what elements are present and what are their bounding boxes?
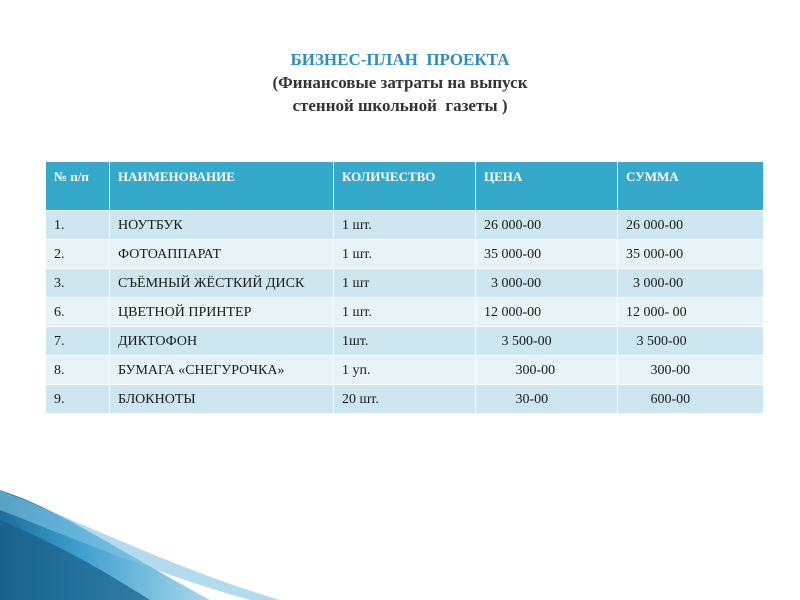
cell-name: ЦВЕТНОЙ ПРИНТЕР bbox=[110, 298, 334, 327]
cell-quantity: 1 шт. bbox=[334, 211, 476, 240]
cell-name: НОУТБУК bbox=[110, 211, 334, 240]
cell-sum: 3 500-00 bbox=[618, 327, 764, 356]
cell-number: 2. bbox=[46, 240, 110, 269]
cell-sum: 300-00 bbox=[618, 356, 764, 385]
cell-sum: 600-00 bbox=[618, 385, 764, 414]
table-row bbox=[46, 356, 764, 385]
cell-quantity: 20 шт. bbox=[334, 385, 476, 414]
cell-price: 3 500-00 bbox=[476, 327, 618, 356]
cell-name: БУМАГА «СНЕГУРОЧКА» bbox=[110, 356, 334, 385]
budget-table bbox=[45, 161, 764, 414]
cell-name: ФОТОАППАРАТ bbox=[110, 240, 334, 269]
cell-price: 12 000-00 bbox=[476, 298, 618, 327]
cell-sum: 35 000-00 bbox=[618, 240, 764, 269]
cell-price: 300-00 bbox=[476, 356, 618, 385]
cell-quantity: 1 шт. bbox=[334, 240, 476, 269]
cell-sum: 3 000-00 bbox=[618, 269, 764, 298]
cell-quantity: 1шт. bbox=[334, 327, 476, 356]
cell-sum: 26 000-00 bbox=[618, 211, 764, 240]
header-price: ЦЕНА bbox=[476, 162, 618, 211]
title-subtitle-line1: (Финансовые затраты на выпуск bbox=[272, 73, 528, 92]
cell-number: 7. bbox=[46, 327, 110, 356]
cell-number: 3. bbox=[46, 269, 110, 298]
cell-name: ДИКТОФОН bbox=[110, 327, 334, 356]
cell-name: БЛОКНОТЫ bbox=[110, 385, 334, 414]
table-row bbox=[46, 211, 764, 240]
title-subtitle-line2: стенной школьной газеты ) bbox=[292, 96, 508, 115]
cell-quantity: 1 уп. bbox=[334, 356, 476, 385]
table-header-row bbox=[46, 162, 764, 211]
cell-name: СЪЁМНЫЙ ЖЁСТКИЙ ДИСК bbox=[110, 269, 334, 298]
cell-number: 1. bbox=[46, 211, 110, 240]
cell-sum: 12 000- 00 bbox=[618, 298, 764, 327]
cell-number: 6. bbox=[46, 298, 110, 327]
table-row bbox=[46, 327, 764, 356]
slide-title bbox=[0, 48, 800, 117]
cell-quantity: 1 шт. bbox=[334, 298, 476, 327]
cell-price: 35 000-00 bbox=[476, 240, 618, 269]
cell-number: 9. bbox=[46, 385, 110, 414]
header-quantity: КОЛИЧЕСТВО bbox=[334, 162, 476, 211]
cell-price: 3 000-00 bbox=[476, 269, 618, 298]
cell-price: 30-00 bbox=[476, 385, 618, 414]
decorative-corner-wave bbox=[0, 490, 800, 600]
cell-price: 26 000-00 bbox=[476, 211, 618, 240]
cell-quantity: 1 шт bbox=[334, 269, 476, 298]
cell-number: 8. bbox=[46, 356, 110, 385]
header-name: НАИМЕНОВАНИЕ bbox=[110, 162, 334, 211]
table-row bbox=[46, 240, 764, 269]
title-main: БИЗНЕС-ПЛАН ПРОЕКТА bbox=[290, 50, 510, 69]
table-row bbox=[46, 298, 764, 327]
header-sum: СУММА bbox=[618, 162, 764, 211]
table-row bbox=[46, 385, 764, 414]
header-number: № п/п bbox=[46, 162, 110, 211]
table-row bbox=[46, 269, 764, 298]
